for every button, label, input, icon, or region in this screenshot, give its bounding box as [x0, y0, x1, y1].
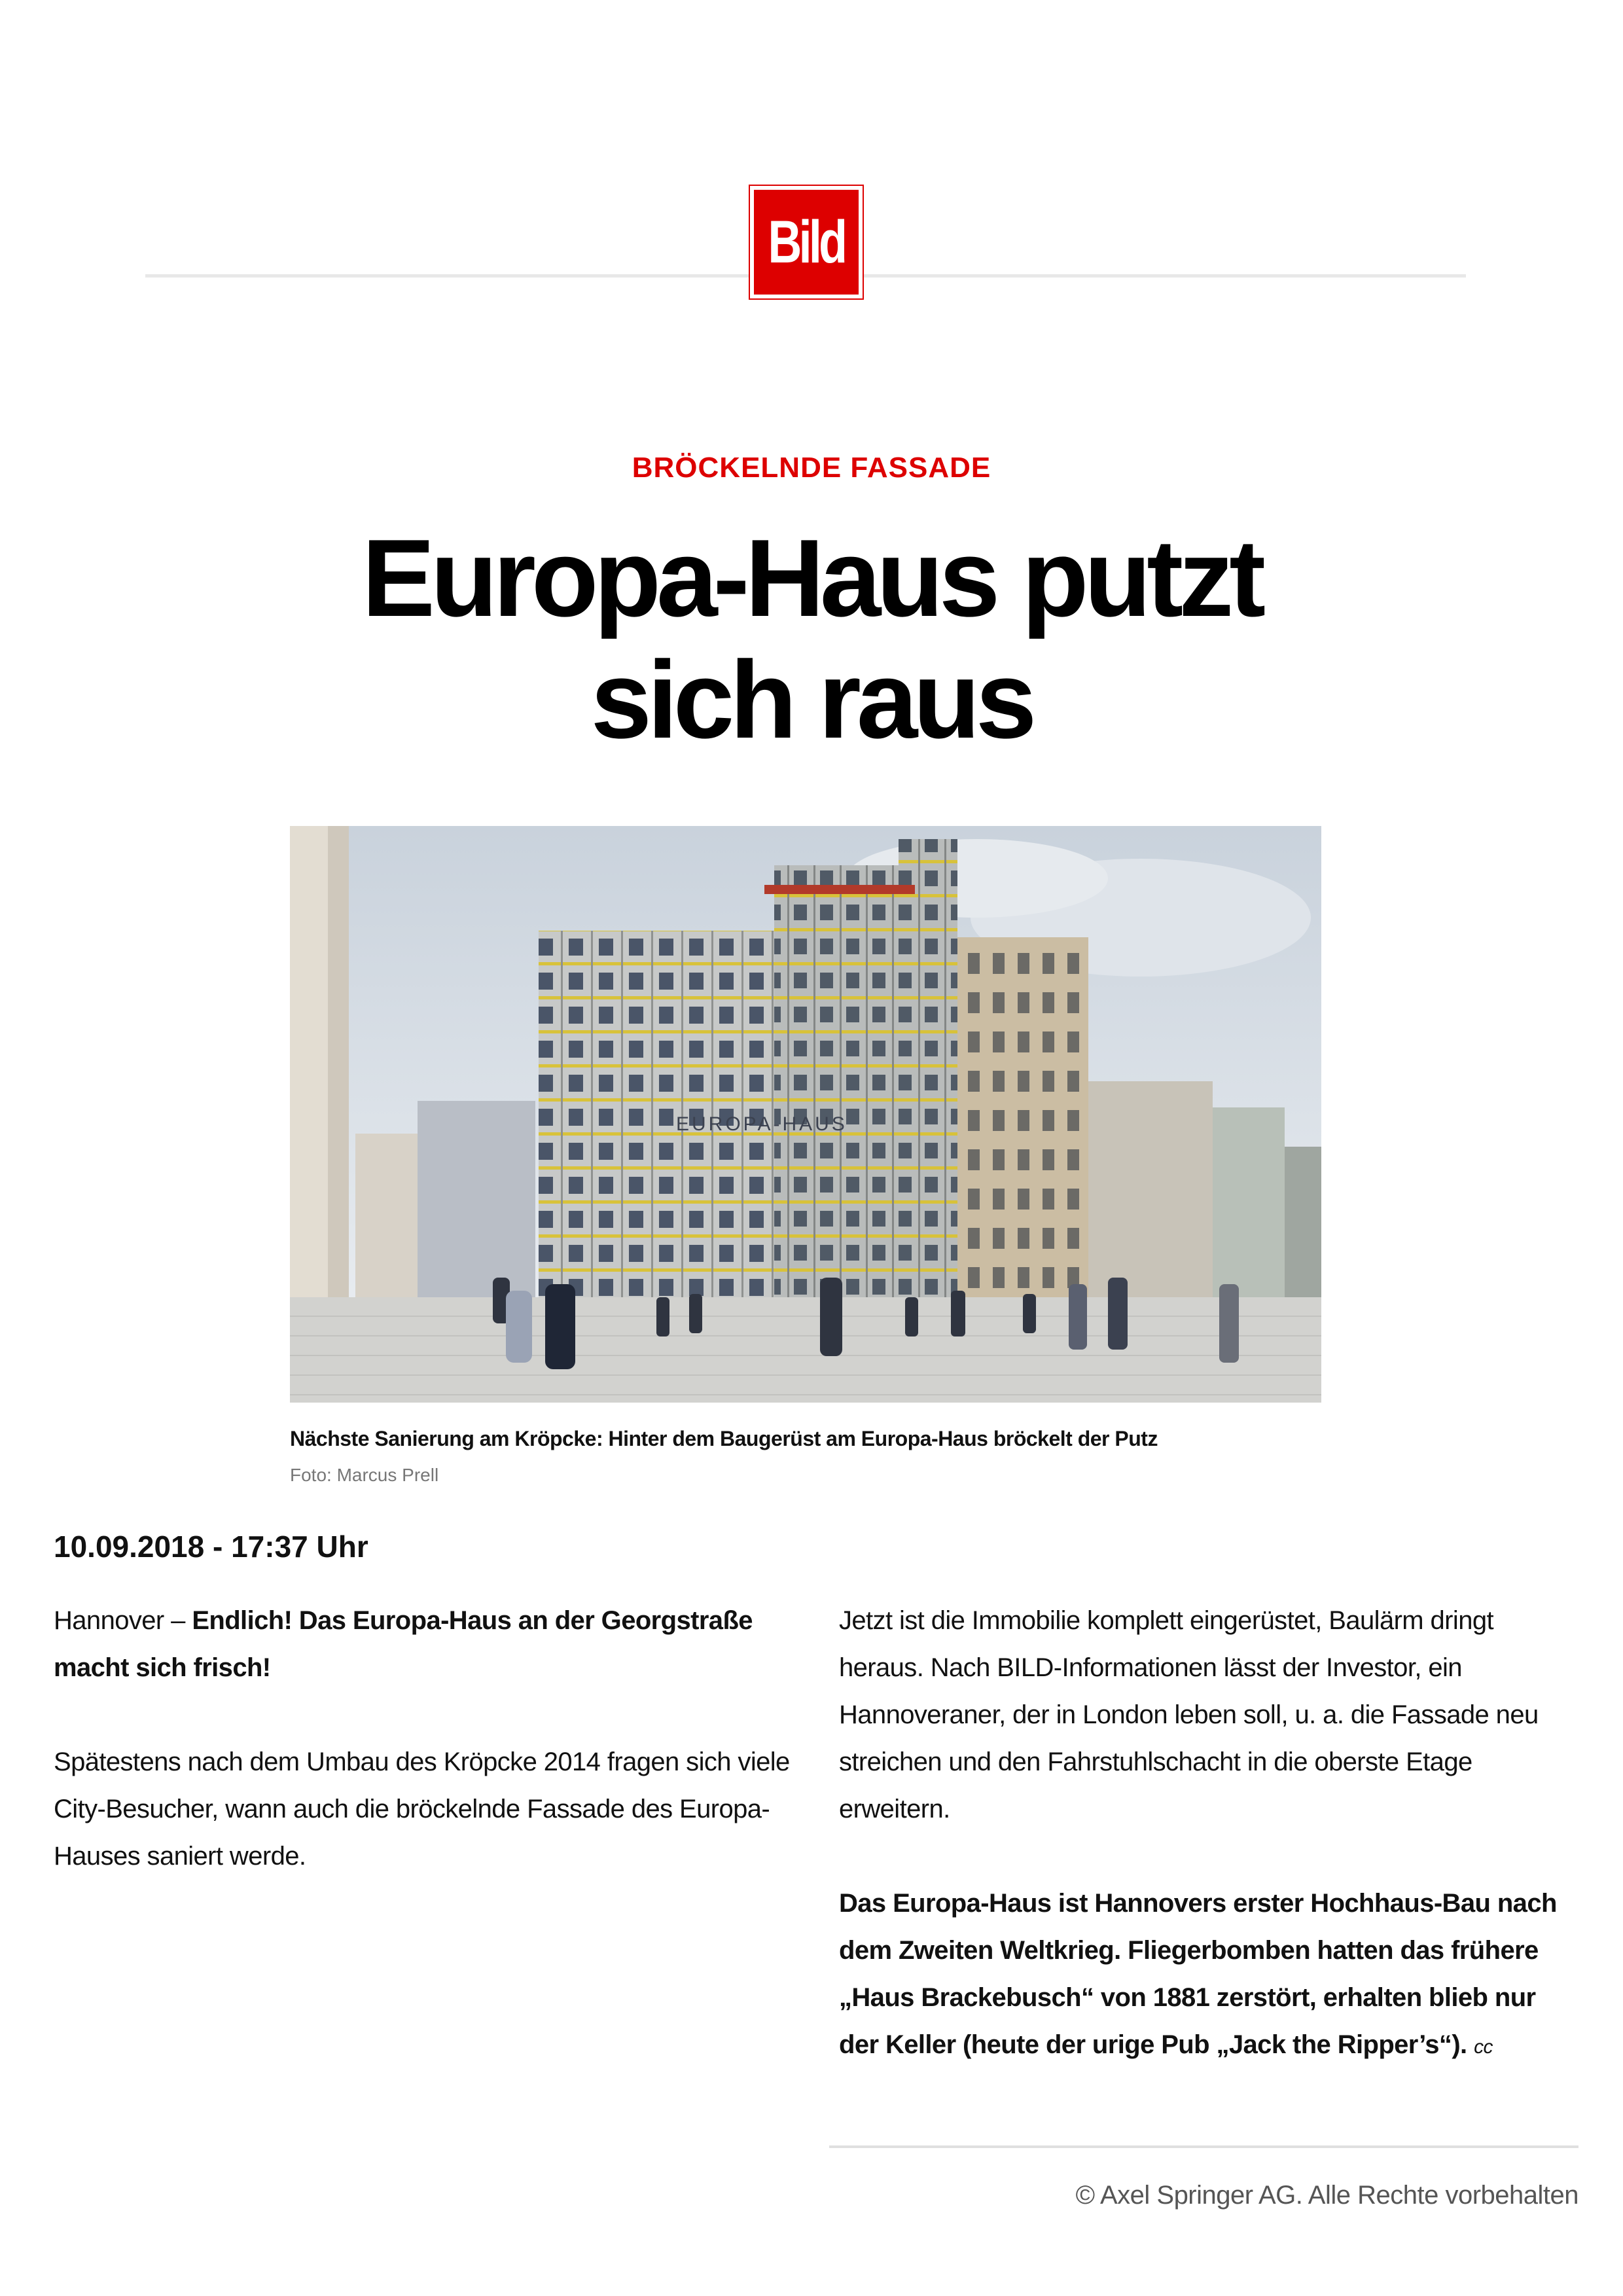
article-kicker: BRÖCKELNDE FASSADE [632, 452, 991, 484]
publish-date: 10.09.2018 - 17:37 Uhr [54, 1530, 368, 1564]
intro-location: Hannover – [54, 1606, 192, 1635]
paragraph-3-bold: Das Europa-Haus ist Hannovers erster Hochhaus-Bau nach dem Zweiten Weltkrieg. Fliegerbomben hatten das frühere „Haus Brackebusch“ von 1881 zerstört, erhalten blieb nur der Keller (heute der urige Pub „Jack the Ripper’s“). [839, 1889, 1557, 2059]
intro-paragraph [54, 1597, 793, 1691]
building-sign: EUROPA-HAUS [676, 1113, 847, 1135]
footer-divider [829, 2145, 1578, 2148]
photo-caption: Nächste Sanierung am Kröpcke: Hinter dem Baugerüst am Europa-Haus bröckelt der Putz [290, 1427, 1158, 1450]
photo-credit: Foto: Marcus Prell [290, 1465, 439, 1485]
article-headline: Europa-Haus putzt sich raus [361, 516, 1262, 761]
paragraph-1: Spätestens nach dem Umbau des Kröpcke 2014 fragen sich viele City-Besucher, wann auch die bröckelnde Fassade des Europa-Hauses saniert werde. [54, 1748, 790, 1871]
copyright-notice: © Axel Springer AG. Alle Rechte vorbehalten [1075, 2181, 1578, 2210]
intro-bold: Endlich! Das Europa-Haus an der Georgstraße macht sich frisch! [54, 1606, 753, 1682]
paragraph-2: Jetzt ist die Immobilie komplett eingerüstet, Baulärm dringt heraus. Nach BILD-Informationen lässt der Investor, ein Hannoveraner, der in London leben soll, u. a. die Fassade neu streichen und den Fahrstuhlschacht in die oberste Etage erweitern. [839, 1606, 1539, 1823]
author-initials: cc [1474, 2036, 1493, 2058]
article-column-right [839, 1597, 1578, 2118]
paragraph-3 [839, 1880, 1578, 2071]
bild-logo[interactable] [750, 186, 863, 298]
logo-text: Bild [768, 209, 845, 276]
article-column-left [54, 1597, 793, 1927]
article-photo[interactable] [290, 826, 1321, 1403]
